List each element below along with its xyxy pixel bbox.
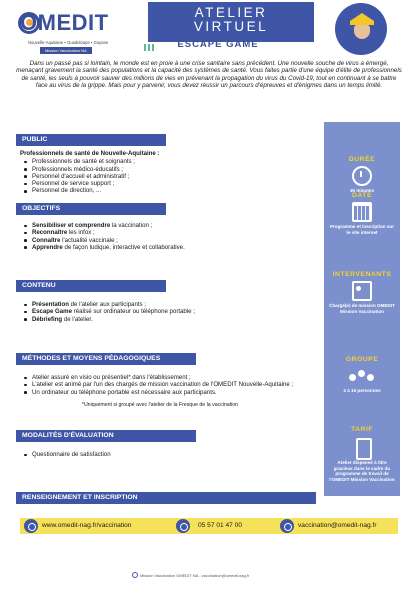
- intro-text: Dans un passé pas si lointain, le monde est en proie à une crise sanitaire sans précédent. Une nouvelle souche de virus a émergé, menaçant gravement la santé des populations et la capacité des systèmes de santé. Vous faites partie d'une équipe d'élite de professionnels de santé, les seuls à pouvoir sauver des millions de vies en prévenant la propagation du virus du Covid-19, tout en continuant à se battre face au virus de la grippe. Mais pour y parvenir, vous devez réussir un parcours d'épreuves et d'énigmes dans un temps limité.: [16, 60, 402, 90]
- list-item: [20, 237, 310, 244]
- list-item: Questionnaire de satisfaction: [20, 451, 310, 458]
- email-link[interactable]: vaccination@omedit-nag.fr: [298, 522, 377, 529]
- page-subtitle: ESCAPE GAME: [177, 39, 259, 50]
- section-body-contenu: [16, 292, 316, 323]
- section-body-objectifs: [16, 215, 316, 251]
- logo-subtitle: Nouvelle-Aquitaine ▪ Guadeloupe ▪ Guyane: [28, 40, 109, 45]
- info-intervenants-title: INTERVENANTS: [332, 271, 392, 278]
- section-evaluation: [16, 430, 316, 458]
- list-item: Personnel de direction, ...: [20, 187, 310, 194]
- info-groupe-text: 2 à 15 personnes: [343, 388, 381, 393]
- info-tarif-title: TARIF: [350, 426, 373, 433]
- item-bold: Reconnaître: [32, 229, 68, 237]
- public-lead: Professionnels de santé de Nouvelle-Aquitaine :: [20, 150, 160, 157]
- list-item: Professionnels de santé et soignants ;: [20, 158, 310, 165]
- info-tarif-text: Atelier dispensé à titre gracieux dans le cadre du programme de travail de l'OMEDIT Mission Vaccination: [329, 460, 395, 482]
- section-inscription: [16, 492, 316, 504]
- item-bold: Présentation: [32, 301, 69, 308]
- mail-icon: [280, 519, 294, 533]
- page-title: [148, 2, 314, 42]
- objectifs-list: [20, 222, 310, 251]
- website-link[interactable]: www.omedit-nag.fr/vaccination: [42, 522, 132, 529]
- info-groupe-title: GROUPE: [345, 356, 379, 363]
- phone-link[interactable]: 05 57 01 47 00: [198, 522, 242, 529]
- info-intervenants: [324, 271, 400, 314]
- item-bold: Débriefing: [32, 315, 63, 323]
- item-bold: Apprendre: [32, 243, 63, 251]
- info-tarif: [324, 426, 400, 482]
- list-item: [20, 316, 310, 323]
- item-rest: de l'atelier.: [62, 315, 93, 323]
- item-rest: de l'atelier aux participants ;: [68, 301, 146, 308]
- public-list: [20, 158, 310, 194]
- info-sidebar: [324, 122, 400, 496]
- section-body-methodes: [16, 365, 316, 409]
- teacher-icon: [352, 281, 372, 301]
- logo-badge: Mission Vaccination NA: [40, 47, 92, 54]
- info-date-text: Programme et inscription sur le site internet: [329, 224, 395, 235]
- list-item: Personnel de service support ;: [20, 180, 310, 187]
- phone-icon: [176, 519, 190, 533]
- section-body-evaluation: [16, 442, 316, 458]
- list-item: [20, 308, 310, 315]
- clock-icon: [352, 166, 372, 186]
- item-rest: de façon ludique, interactive et collaborative.: [62, 243, 185, 251]
- info-date-title: DATE: [352, 192, 372, 199]
- footer-text: Mission Vaccination OMEDIT NA - vaccination@omedit-nag.fr: [140, 573, 250, 578]
- group-icon: [349, 366, 375, 386]
- list-item: Personnel d'accueil et administratif ;: [20, 173, 310, 180]
- footer-logo-icon: [132, 572, 138, 578]
- section-body-public: [16, 146, 316, 195]
- section-heading-evaluation: MODALITÉS D'ÉVALUATION: [16, 430, 196, 442]
- item-bold: Sensibiliser et comprendre: [32, 222, 111, 229]
- list-item: Atelier assuré en visio ou présentiel* dans l'établissement ;: [20, 374, 310, 381]
- section-heading-methodes: MÉTHODES ET MOYENS PÉDAGOGIQUES: [16, 353, 196, 365]
- globe-icon: [24, 519, 38, 533]
- section-methodes: [16, 353, 316, 409]
- section-heading-objectifs: OBJECTIFS: [16, 203, 166, 215]
- list-item: L'atelier est animé par l'un des chargés de mission vaccination de l'OMEDIT Nouvelle-Aquitaine ;: [20, 381, 310, 388]
- item-rest: les infox ;: [67, 229, 95, 237]
- list-item: Professionnels médico-éducatifs ;: [20, 166, 310, 173]
- decor-bars: [144, 44, 156, 52]
- omedit-logo: [20, 10, 132, 66]
- methodes-footnote: *Uniquement si groupé avec l'atelier de la Fresque de la vaccination: [81, 401, 239, 408]
- info-intervenants-text: Chargé(e) de mission OMEDIT Mission Vaccination: [329, 303, 395, 314]
- info-date: [324, 192, 400, 235]
- item-bold: Connaître: [32, 236, 61, 244]
- info-duree: [324, 156, 400, 194]
- contenu-list: [20, 301, 310, 323]
- section-public: [16, 134, 316, 195]
- list-item: Un ordinateur ou téléphone portable est nécessaire aux participants.: [20, 389, 310, 396]
- item-rest: réalisé sur ordinateur ou téléphone portable ;: [71, 308, 195, 316]
- list-item: [20, 244, 310, 251]
- list-item: [20, 222, 310, 229]
- item-rest: la vaccination ;: [110, 222, 153, 229]
- section-heading-contenu: CONTENU: [16, 280, 166, 292]
- title-line-2: VIRTUEL: [193, 19, 269, 34]
- ticket-icon: [353, 436, 371, 458]
- list-item: [20, 229, 310, 236]
- logo-text: OMEDIT: [20, 10, 109, 35]
- section-objectifs: [16, 203, 316, 251]
- item-rest: l'actualité vaccinale ;: [60, 236, 118, 244]
- section-heading-public: PUBLIC: [16, 134, 166, 146]
- methodes-list: [20, 374, 310, 396]
- section-heading-inscription: RENSEIGNEMENT ET INSCRIPTION: [16, 492, 316, 504]
- section-contenu: [16, 280, 316, 323]
- list-item: [20, 301, 310, 308]
- evaluation-list: [20, 451, 310, 458]
- info-duree-title: DURÉE: [348, 156, 376, 163]
- title-line-1: ATELIER: [194, 5, 268, 20]
- item-bold: Escape Game: [32, 308, 72, 316]
- graduation-cap-top-icon: [350, 13, 374, 21]
- calendar-icon: [352, 202, 372, 222]
- info-groupe: [324, 356, 400, 394]
- info-duree-text: 30 minutes: [350, 188, 374, 193]
